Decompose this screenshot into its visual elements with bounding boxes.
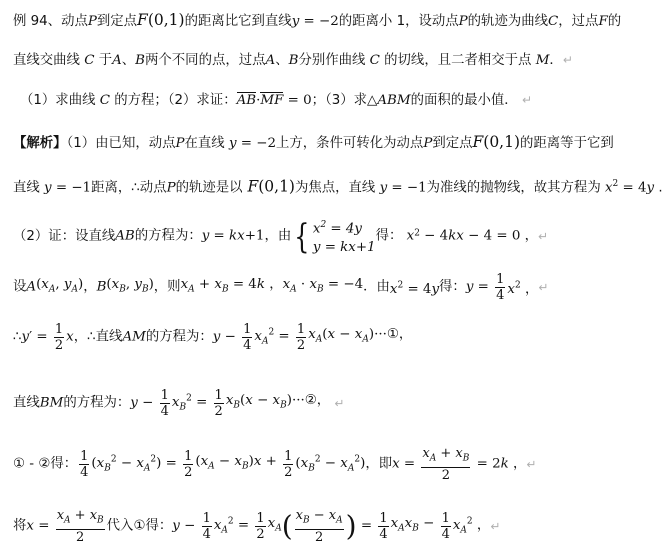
text: 的切线，且二者相交于点 — [384, 53, 532, 68]
fraction: $\frac{x_B - x_A}{2}$ — [295, 508, 343, 545]
fraction: $\frac{1}{4}$ — [202, 510, 211, 542]
text: 到定点 — [432, 136, 473, 151]
analysis-proof-line: （2）证：设直线AB的方程为：y = kx+1，由{ $x^2 = 4y$ y = kx+1 得： $x^2 - 4kx - 4 = 0$ ，↵ — [13, 216, 549, 257]
text: （1）由已知，动点 — [66, 136, 176, 151]
text: 的距离比它到直线 — [184, 14, 292, 29]
fraction: $\frac{1}{2}$ — [256, 510, 265, 542]
equation-system: $x^2 = 4y$ y = kx+1 — [312, 220, 376, 256]
return-mark: ↵ — [562, 53, 573, 67]
fraction: $\frac{x_A + x_B}{2}$ — [422, 446, 470, 483]
brace-icon: { — [294, 216, 310, 257]
text: 两个不同的点，过点 — [145, 53, 266, 68]
text: 的距离小 1，设动点 — [338, 14, 459, 29]
text: 为焦点，直线 — [294, 180, 376, 196]
analysis-plug-line: 将x = $\frac{x_A + x_B}{2}$ 代入①得：y − $\frac{1}{4}$ $x_A^2$ = $\frac{1}{2}$ $x_A$( $\frac{x_B - x_A}{2}$ ) = $\frac{1}{4}$ $x_Ax_B$ − $\frac{1}{4}$ $x_A^2$ ，↵ — [13, 508, 501, 545]
text: 的 — [607, 14, 622, 29]
text: 到定点 — [96, 14, 138, 29]
text: 的方程为： — [145, 329, 213, 345]
text: （2）证：设直线 — [13, 228, 116, 244]
text: 例 94、动点 — [13, 14, 88, 29]
text: ，则 — [153, 279, 181, 295]
text: 的面积的最小值． — [410, 93, 518, 108]
text: 代入①得： — [106, 518, 173, 534]
fraction: $\frac{1}{2}$ — [284, 448, 293, 480]
problem-line-2: 直线交曲线 C 于A、B两个不同的点，过点A、B分别作曲线 C 的切线，且二者相交于点 M．↵ — [13, 53, 573, 68]
text: ，过点 — [558, 14, 599, 29]
text: 的方程为： — [134, 228, 202, 244]
fraction: $\frac{1}{4}$ — [160, 388, 169, 419]
fraction: $\frac{1}{4}$ — [496, 272, 505, 303]
text: 直线 — [13, 395, 40, 411]
analysis-bm-line: 直线BM的方程为：y − $\frac{1}{4}$ $x_B^2$ = $\frac{1}{2}$ $x_B(x$ − $x_B)\cdot\cdot\cdot ②$， ↵ — [13, 388, 345, 419]
text: 上方，条件可转化为动点 — [276, 136, 424, 151]
text: 于 — [98, 53, 113, 68]
analysis-set-line: 设$A(x_A$, $y_A$)，$B(x_B$, $y_B$)，则$x_A + x_B = 4k$ ，$x_A \cdot x_B = -4$．由$x^2 = 4y$得：y = $\frac{1}{4}$ $x^2$ ，↵ — [13, 272, 549, 303]
return-mark: ↵ — [526, 457, 537, 472]
analysis-label: 【解析】 — [13, 136, 67, 151]
analysis-subtract-line: ① - ②得： $\frac{1}{4}$ $(x_B^2 - x_A^2)$ = $\frac{1}{2}$ $(x_A - x_B)x$ + $\frac{1}{2}$ $(x_B^2 - x_A^2)$，即x = $\frac{x_A + x_B}{2}$ = 2k ，↵ — [13, 446, 537, 483]
text: ，由 — [264, 228, 292, 244]
text: 得： — [375, 228, 403, 244]
return-mark: ↵ — [490, 519, 501, 534]
text: 的距离等于它到 — [520, 136, 614, 151]
fraction: $\frac{1}{2}$ — [184, 448, 193, 480]
return-mark: ↵ — [538, 280, 549, 295]
fraction: $\frac{1}{2}$ — [296, 322, 306, 353]
text: 距离，∴动点 — [91, 180, 167, 196]
text: （1）求曲线 — [20, 93, 96, 108]
text: 分别作曲线 — [298, 53, 366, 68]
text: 将 — [13, 518, 27, 534]
analysis-line-2: 直线 y = −1距离，∴动点P的轨迹是以 F(0,1)为焦点，直线 y = −1为准线的抛物线，故其方程为 $x^2 = 4y$ . — [13, 177, 663, 196]
text: 的方程为： — [63, 395, 131, 411]
problem-line-1: 例 94、动点P到定点F(0,1)的距离比它到直线y = −2的距离小 1，设动点P的轨迹为曲线C，过点F的 — [13, 11, 622, 29]
text: 在直线 — [184, 136, 225, 151]
return-mark: ↵ — [334, 396, 345, 411]
fraction: $\frac{1}{4}$ — [379, 510, 388, 542]
analysis-am-line: ∴y′ = $\frac{1}{2}$ x，∴直线AM的方程为：y − $\frac{1}{4}$ $x_A^2$ = $\frac{1}{2}$ $x_A(x$ − $x_A)\cdot\cdot\cdot ①$， — [13, 322, 413, 353]
text: 设 — [13, 279, 27, 295]
text: ；（3）求△ — [311, 93, 378, 108]
text: 的轨迹是以 — [175, 180, 243, 196]
fraction: $\frac{1}{2}$ — [214, 388, 223, 419]
fraction: $\frac{1}{2}$ — [54, 322, 64, 353]
text: 的方程；（2）求证： — [114, 93, 237, 108]
return-mark: ↵ — [538, 229, 549, 244]
text: 直线交曲线 — [13, 53, 80, 68]
analysis-line-1: 【解析】（1）由已知，动点P在直线 y = −2上方，条件可转化为动点P到定点F(0,1)的距离等于它到 — [13, 133, 614, 151]
text: 直线 — [13, 180, 40, 196]
problem-questions: （1）求曲线 C 的方程；（2）求证：AB·MF = 0；（3）求△ABM的面积的最小值． ↵ — [20, 93, 533, 108]
fraction: $\frac{x_A + x_B}{2}$ — [56, 508, 104, 545]
fraction: $\frac{1}{4}$ — [80, 448, 89, 480]
fraction: $\frac{1}{4}$ — [243, 322, 252, 353]
fraction: $\frac{1}{4}$ — [441, 510, 450, 542]
text: 的轨迹为曲线 — [467, 14, 549, 29]
return-mark: ↵ — [521, 93, 533, 107]
text: ．由 — [363, 279, 390, 295]
text: ① - ②得： — [13, 456, 78, 472]
text: ∴ — [13, 329, 22, 345]
text: 为准线的抛物线，故其方程为 — [426, 180, 601, 196]
text: 得： — [439, 279, 466, 295]
text: ，∴直线 — [73, 329, 123, 345]
text: ，即 — [365, 456, 393, 472]
